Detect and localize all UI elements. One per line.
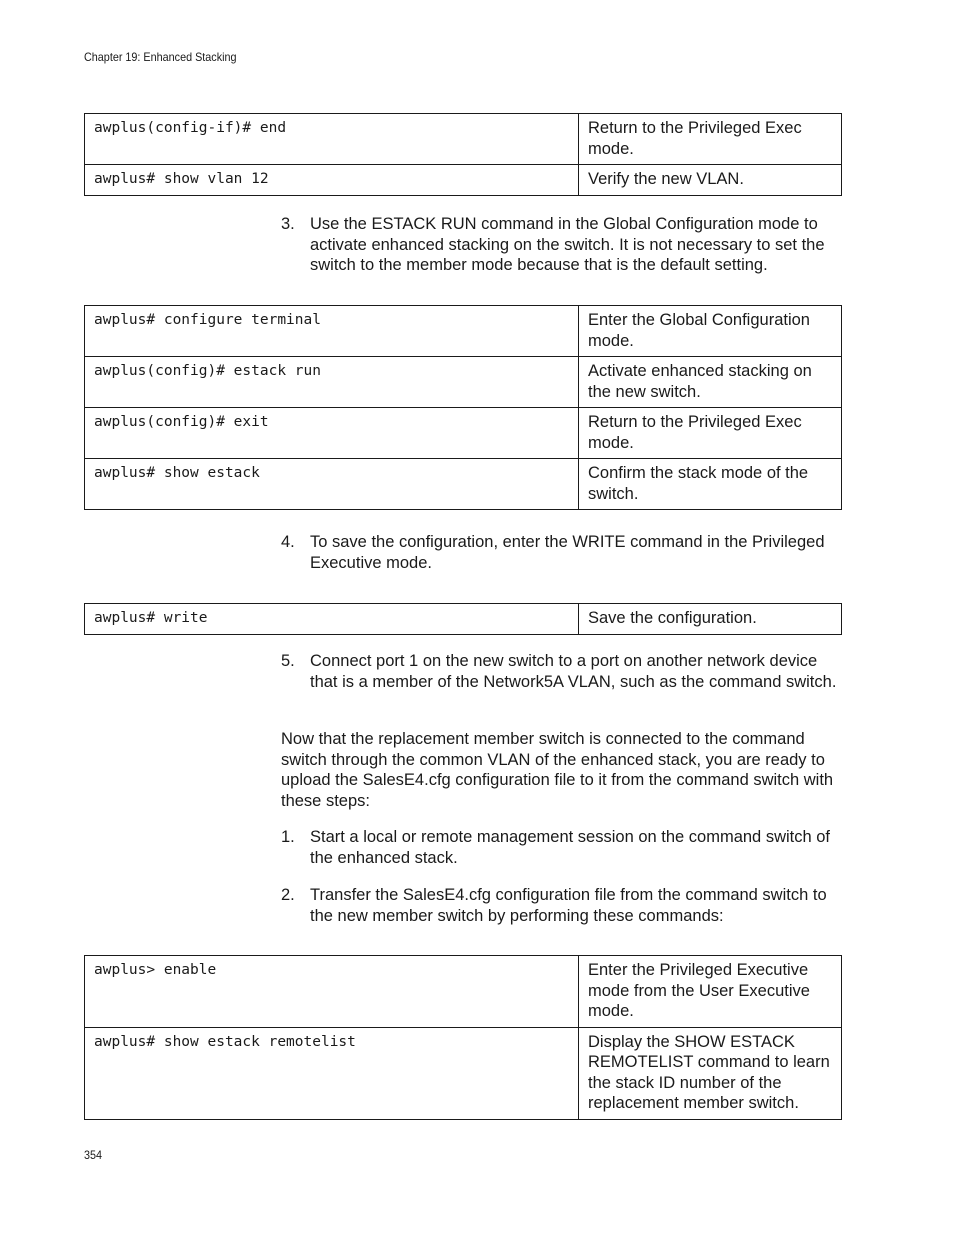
- step-number: 4.: [281, 533, 295, 551]
- description-cell: Enter the Global Configuration mode.: [579, 306, 842, 357]
- table-row: [85, 357, 842, 408]
- step-5: [281, 651, 843, 692]
- step-text: To save the configuration, enter the WRITE command in the Privileged Executive mode.: [310, 533, 825, 572]
- step-b1: [281, 827, 843, 868]
- table-row: [85, 604, 842, 635]
- command-table-2: [84, 305, 842, 510]
- table-row: [85, 114, 842, 165]
- step-3: [281, 214, 843, 276]
- description-cell: Enter the Privileged Executive mode from the User Executive mode.: [579, 956, 842, 1028]
- command-table-4: [84, 955, 842, 1120]
- command-cell: awplus(config)# estack run: [85, 357, 579, 408]
- step-number: 3.: [281, 215, 295, 233]
- step-text: Connect port 1 on the new switch to a port on another network device that is a member of the Network5A VLAN, such as the command switch.: [310, 652, 837, 691]
- table-row: [85, 408, 842, 459]
- command-cell: awplus# show vlan 12: [85, 165, 579, 196]
- chapter-header: Chapter 19: Enhanced Stacking: [84, 50, 237, 64]
- command-table-1: [84, 113, 842, 196]
- description-cell: Return to the Privileged Exec mode.: [579, 408, 842, 459]
- step-number: 2.: [281, 886, 295, 904]
- page-number: 354: [84, 1148, 103, 1162]
- command-cell: awplus> enable: [85, 956, 579, 1028]
- step-text: Start a local or remote management session on the command switch of the enhanced stack.: [310, 828, 830, 867]
- step-number: 5.: [281, 652, 295, 670]
- command-cell: awplus# show estack remotelist: [85, 1027, 579, 1119]
- step-number: 1.: [281, 828, 295, 846]
- command-cell: awplus# configure terminal: [85, 306, 579, 357]
- table-row: [85, 306, 842, 357]
- table-row: [85, 165, 842, 196]
- description-cell: Return to the Privileged Exec mode.: [579, 114, 842, 165]
- description-cell: Confirm the stack mode of the switch.: [579, 459, 842, 510]
- command-table-3: [84, 603, 842, 635]
- step-text: Use the ESTACK RUN command in the Global Configuration mode to activate enhanced stacking on the switch. It is not necessary to set the switch to the member mode because that is the default setting.: [310, 215, 825, 274]
- command-cell: awplus(config-if)# end: [85, 114, 579, 165]
- step-text: Transfer the SalesE4.cfg configuration file from the command switch to the new member switch by performing these commands:: [310, 886, 827, 925]
- table-row: [85, 459, 842, 510]
- description-cell: Verify the new VLAN.: [579, 165, 842, 196]
- body-paragraph: Now that the replacement member switch is connected to the command switch through the common VLAN of the enhanced stack, you are ready to upload the SalesE4.cfg configuration file to it from the command switch with these steps:: [281, 730, 834, 810]
- description-cell: Activate enhanced stacking on the new switch.: [579, 357, 842, 408]
- description-cell: Display the SHOW ESTACK REMOTELIST command to learn the stack ID number of the replacement member switch.: [579, 1027, 842, 1119]
- command-cell: awplus(config)# exit: [85, 408, 579, 459]
- table-row: [85, 1027, 842, 1119]
- description-cell: Save the configuration.: [579, 604, 842, 635]
- step-4: [281, 532, 843, 573]
- table-row: [85, 956, 842, 1028]
- command-cell: awplus# show estack: [85, 459, 579, 510]
- command-cell: awplus# write: [85, 604, 579, 635]
- step-b2: [281, 885, 843, 926]
